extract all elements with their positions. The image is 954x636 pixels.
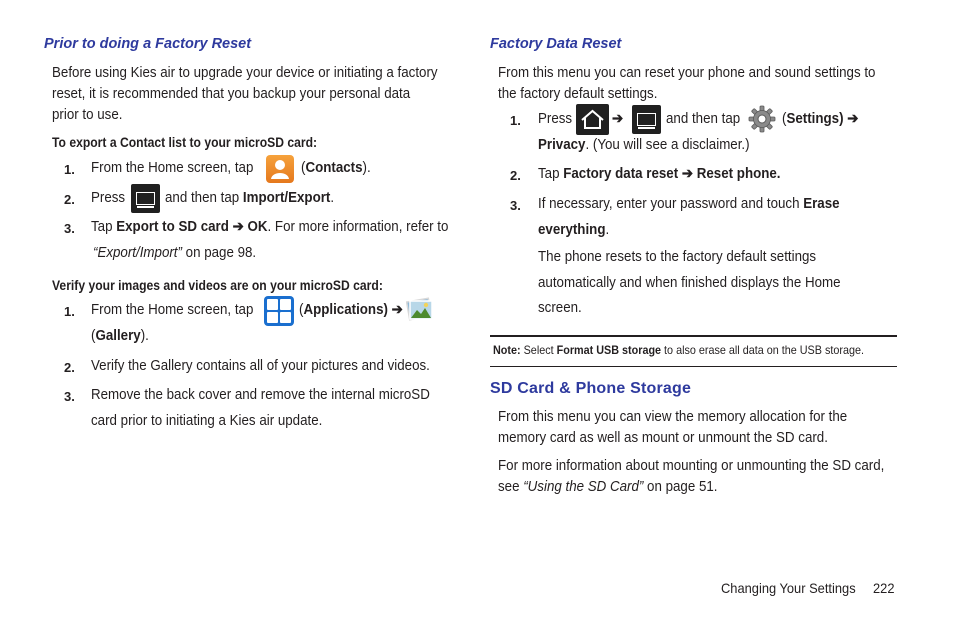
- export-step-3-text: Tap Export to SD card ➔ OK. For more information, refer to: [91, 219, 449, 235]
- note-text: Note: Select Format USB storage to also erase all data on the USB storage.: [493, 343, 864, 357]
- para-line: see “Using the SD Card” on page 51.: [498, 479, 718, 495]
- verify-step-2-text: Verify the Gallery contains all of your pictures and videos.: [91, 358, 430, 374]
- step-number: 3.: [64, 389, 75, 404]
- step-number: 3.: [64, 221, 75, 236]
- desc-line: The phone resets to the factory default settings: [538, 249, 817, 265]
- verify-step-1-line2: (Gallery).: [91, 328, 149, 344]
- verify-heading: Verify your images and videos are on your microSD card:: [52, 278, 383, 293]
- contacts-icon: [266, 155, 294, 183]
- left-intro: [52, 63, 438, 126]
- reset-step-1-line2: Privacy. (You will see a disclaimer.): [538, 137, 750, 153]
- intro-line: From this menu you can reset your phone and sound settings to: [498, 65, 876, 81]
- para-line: memory card as well as mount or unmount the SD card.: [498, 430, 828, 446]
- reset-step-2-text: Tap Factory data reset ➔ Reset phone.: [538, 166, 781, 182]
- step-number: 1.: [510, 113, 521, 128]
- note-top-rule: [490, 335, 897, 337]
- note-bottom-rule: [490, 366, 897, 367]
- footer-page-number: 222: [873, 580, 895, 596]
- desc-line: automatically and when finished displays the Home: [538, 274, 841, 291]
- reset-step-1-arrow: ➔: [612, 111, 624, 127]
- reset-step-3-text: If necessary, enter your password and touch Erase: [538, 196, 840, 212]
- left-heading: Prior to doing a Factory Reset: [44, 36, 252, 52]
- intro-line: reset, it is recommended that you backup your personal data: [52, 86, 411, 102]
- reset-step-3-desc: [538, 245, 841, 322]
- step-number: 2.: [64, 192, 75, 207]
- settings-gear-icon: [748, 105, 776, 133]
- verify-step-1-label: (Applications) ➔: [299, 302, 403, 318]
- export-step-2-pre: Press: [91, 190, 126, 206]
- sd-heading: SD Card & Phone Storage: [490, 380, 692, 397]
- step-number: 1.: [64, 162, 75, 177]
- para-line: For more information about mounting or unmounting the SD card,: [498, 458, 885, 474]
- step-number: 1.: [64, 304, 75, 319]
- menu-icon: [632, 105, 661, 134]
- intro-line: prior to use.: [52, 107, 123, 123]
- right-heading: Factory Data Reset: [490, 36, 622, 52]
- applications-icon: [264, 296, 294, 326]
- reset-step-1-mid: and then tap: [666, 111, 741, 127]
- verify-step-1-pre: From the Home screen, tap: [91, 302, 254, 318]
- step-number: 2.: [510, 168, 521, 183]
- intro-line: Before using Kies air to upgrade your device or initiating a factory: [52, 65, 438, 81]
- sd-paragraph-2: [498, 456, 884, 498]
- menu-icon: [131, 184, 160, 213]
- export-step-2-text: and then tap Import/Export.: [165, 190, 335, 206]
- reset-step-1-settings: (Settings) ➔: [782, 111, 859, 127]
- home-icon: [576, 104, 609, 135]
- export-step-3-ref: “Export/Import” on page 98.: [93, 245, 257, 261]
- verify-step-3-line1: Remove the back cover and remove the internal microSD: [91, 387, 430, 403]
- gallery-icon: [406, 296, 434, 322]
- verify-step-3-line2: card prior to initiating a Kies air update.: [91, 413, 323, 429]
- intro-line: the factory default settings.: [498, 86, 658, 102]
- para-line: From this menu you can view the memory allocation for the: [498, 409, 848, 425]
- reset-step-3-line2: everything.: [538, 222, 610, 238]
- desc-line: screen.: [538, 300, 582, 316]
- sd-paragraph-1: [498, 407, 847, 449]
- export-heading: To export a Contact list to your microSD card:: [52, 135, 318, 150]
- step-number: 3.: [510, 198, 521, 213]
- footer-section: Changing Your Settings: [721, 580, 856, 596]
- reset-step-1-pre: Press: [538, 111, 573, 127]
- export-step-1-text: From the Home screen, tap: [91, 160, 254, 176]
- export-step-1-label: (Contacts).: [301, 160, 371, 176]
- right-intro: [498, 63, 875, 105]
- step-number: 2.: [64, 360, 75, 375]
